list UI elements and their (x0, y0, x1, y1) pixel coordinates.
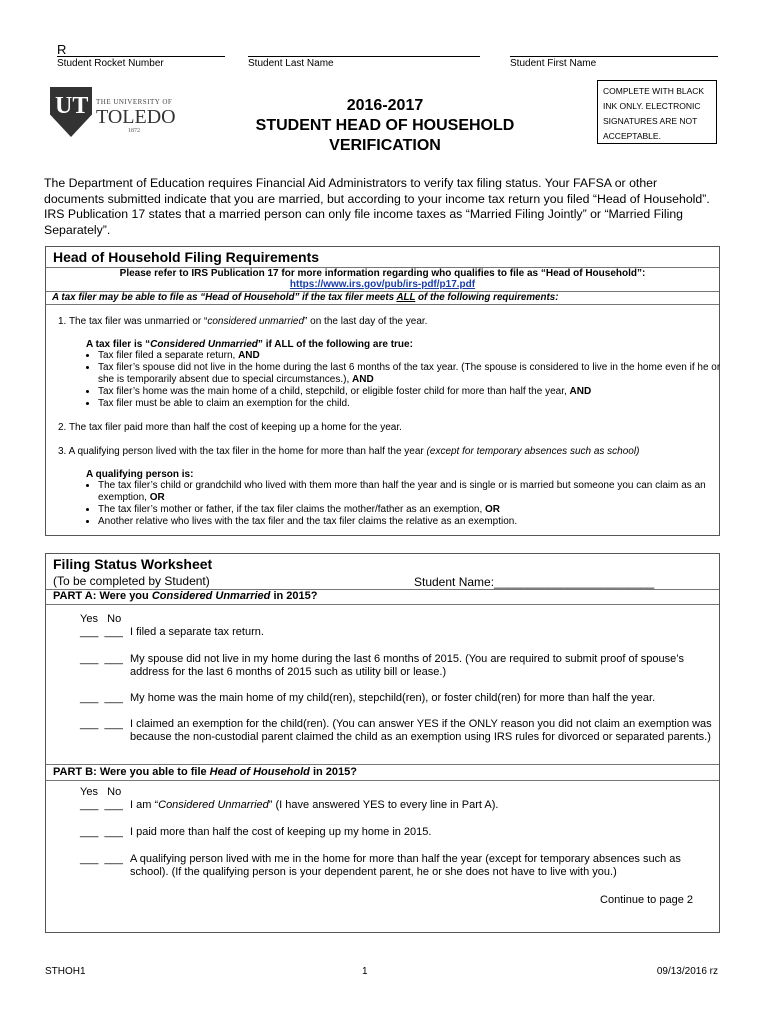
req1-a: 1. The tax filer was unmarried or “ (58, 316, 208, 327)
yes-label: Yes (80, 613, 98, 625)
cu-heading-i: Considered Unmarried (150, 339, 258, 350)
may-file-statement (52, 292, 558, 303)
question-a2-text: My spouse did not live in my home during the last 6 months of 2015. (You are required to submit proof of spouse’s address for the last 6 months of 2015 such as utility bill or lease.) (130, 653, 684, 678)
part-a-i: Considered Unmarried (151, 590, 271, 602)
first-name-field[interactable] (510, 42, 718, 57)
qp-1-b: OR (149, 492, 165, 503)
answer-blanks[interactable]: ___ ___ (80, 799, 123, 811)
question-b1-text (130, 799, 498, 812)
form-code: STHOH1 (45, 966, 86, 977)
question-a4 (80, 718, 712, 744)
rocket-prefix: R (57, 42, 67, 57)
cu-2-b: AND (352, 374, 374, 385)
logo-line2: TOLEDO (96, 106, 176, 128)
requirements-refer: Please refer to IRS Publication 17 for more information regarding who qualifies to file as “Head of Household”: (119, 268, 646, 279)
requirement-1 (58, 316, 427, 328)
qp-2: The tax filer’s mother or father, if the tax filer claims the mother/father as an exemption, (98, 504, 486, 515)
rocket-number-field[interactable] (57, 42, 225, 57)
title-line2: STUDENT HEAD OF HOUSEHOLD (255, 117, 515, 134)
answer-blanks[interactable]: ___ ___ (80, 692, 123, 704)
part-a-heading (53, 590, 317, 603)
list-item (98, 350, 728, 362)
part-a-yes-no (80, 613, 121, 626)
question-b2-text: I paid more than half the cost of keeping up my home in 2015. (130, 826, 432, 838)
logo-mark-text: UT (55, 93, 89, 119)
cu-3: Tax filer’s home was the main home of a child, stepchild, or eligible foster child for more than half the year, (98, 386, 570, 397)
no-label: No (107, 613, 122, 625)
answer-blanks[interactable]: ___ ___ (80, 853, 123, 865)
part-b-b: in 2015? (309, 766, 357, 778)
b1-b: ” (I have answered YES to every line in Part A). (268, 799, 499, 811)
list-item (98, 516, 738, 528)
last-name-field[interactable] (248, 42, 480, 57)
question-a3-text: My home was the main home of my child(ren), stepchild(ren), or foster child(ren) for more than half the year. (130, 692, 656, 704)
page-number: 1 (362, 966, 368, 977)
continue-note: Continue to page 2 (600, 894, 693, 906)
ink-notice-text: COMPLETE WITH BLACK INK ONLY. ELECTRONIC SIGNATURES ARE NOT ACCEPTABLE. (603, 86, 705, 141)
list-item (98, 386, 728, 398)
part-b-heading (53, 766, 357, 779)
requirements-section (45, 246, 720, 536)
req3-a: 3. A qualifying person lived with the tax filer in the home for more than half the year (58, 446, 427, 457)
part-b-a: PART B: Were you able to file (53, 766, 210, 778)
question-a1-text: I filed a separate tax return. (130, 626, 264, 638)
part-a-b: in 2015? (270, 590, 318, 602)
rocket-number-label: Student Rocket Number (57, 58, 164, 69)
first-name-label: Student First Name (510, 58, 597, 69)
logo-line1: THE UNIVERSITY OF (96, 98, 173, 106)
list-item (98, 362, 728, 386)
last-name-label: Student Last Name (248, 58, 334, 69)
intro-paragraph: The Department of Education requires Financial Aid Administrators to verify tax filing status. Your FAFSA or other documents submitted indicate that you are married, but according to your income tax return you filed “Head of Household”. IRS Publication 17 states that a married person can only file income taxes as “Married Filing Jointly” or “Married Filing Separately”. (44, 176, 710, 237)
answer-blanks[interactable]: ___ ___ (80, 626, 123, 638)
list-item (98, 398, 728, 410)
cu-heading-b: ” if ALL of the following are true: (257, 339, 413, 350)
list-item (98, 504, 738, 516)
may-file-all: ALL (396, 292, 416, 303)
part-b-i: Head of Household (209, 766, 310, 778)
b1-a: I am “ (130, 799, 159, 811)
question-b2 (80, 826, 712, 839)
logo-year: 1872 (128, 128, 140, 134)
question-a3 (80, 692, 712, 705)
irs-link-text: https://www.irs.gov/pub/irs-pdf/p17.pdf (289, 279, 476, 290)
qp-1: The tax filer’s child or grandchild who lived with them more than half the year and is single or is married but someone you can claim as an exemption, (98, 480, 706, 503)
answer-blanks[interactable]: ___ ___ (80, 826, 123, 838)
cu-1-b: AND (238, 350, 260, 361)
list-item (98, 480, 738, 504)
considered-unmarried-list (70, 350, 728, 410)
qp-3: Another relative who lives with the tax filer and the tax filer claims the relative as an exemption. (98, 516, 518, 527)
req1-i: considered unmarried (207, 316, 305, 327)
worksheet-section (45, 553, 720, 933)
question-a1 (80, 626, 710, 639)
worksheet-sub: (To be completed by Student) (53, 574, 210, 588)
part-b-yes-no (80, 786, 121, 799)
cu-4: Tax filer must be able to claim an exemption for the child. (98, 398, 350, 409)
qualifying-person-list (70, 480, 738, 528)
ink-notice-box (597, 80, 717, 144)
question-b3-text: A qualifying person lived with me in the home for more than half the year (except for temporary absences such as school). (If the qualifying person is your dependent parent, he or she does not have to live with you.) (130, 853, 681, 878)
answer-blanks[interactable]: ___ ___ (80, 653, 123, 665)
irs-publication-link[interactable] (46, 279, 719, 291)
student-name-field[interactable]: Student Name:________________________ (414, 575, 655, 589)
may-file-a: A tax filer may be able to file as “Head of Household” if the tax filer meets (52, 292, 397, 303)
no-label: No (107, 786, 122, 798)
requirement-2: 2. The tax filer paid more than half the cost of keeping up a home for the year. (58, 422, 402, 433)
cu-2: Tax filer’s spouse did not live in the home during the last 6 months of the tax year. (The spouse is considered to live in the home even if he or she is temporarily absent due to special circumstances.), (98, 362, 721, 385)
requirements-heading: Head of Household Filing Requirements (53, 249, 320, 265)
answer-blanks[interactable]: ___ ___ (80, 718, 123, 730)
question-a2 (80, 653, 712, 679)
part-a-a: PART A: Were you (53, 590, 152, 602)
title-line3: VERIFICATION (329, 137, 441, 154)
cu-heading-a: A tax filer is “ (86, 339, 151, 350)
may-file-b: of the following requirements: (415, 292, 559, 303)
worksheet-heading: Filing Status Worksheet (53, 556, 213, 572)
revision-date: 09/13/2016 rz (656, 966, 718, 977)
qp-2-b: OR (485, 504, 501, 515)
yes-label: Yes (80, 786, 98, 798)
req1-b: ” on the last day of the year. (304, 316, 428, 327)
req3-i: (except for temporary absences such as school) (426, 446, 640, 457)
question-a4-text: I claimed an exemption for the child(ren). (You can answer YES if the ONLY reason you did not claim an exemption was because the non-custodial parent claimed the child as an exemption using IRS rules for divorced or separated parents.) (130, 718, 712, 743)
question-b1 (80, 799, 712, 812)
cu-1: Tax filer filed a separate return, (98, 350, 239, 361)
qualifying-person-heading: A qualifying person is: (86, 469, 194, 480)
requirement-3 (58, 446, 639, 458)
question-b3 (80, 853, 712, 879)
title-line1: 2016-2017 (346, 97, 424, 114)
cu-3-b: AND (569, 386, 592, 397)
b1-i: Considered Unmarried (158, 799, 269, 811)
page-title (230, 96, 540, 156)
